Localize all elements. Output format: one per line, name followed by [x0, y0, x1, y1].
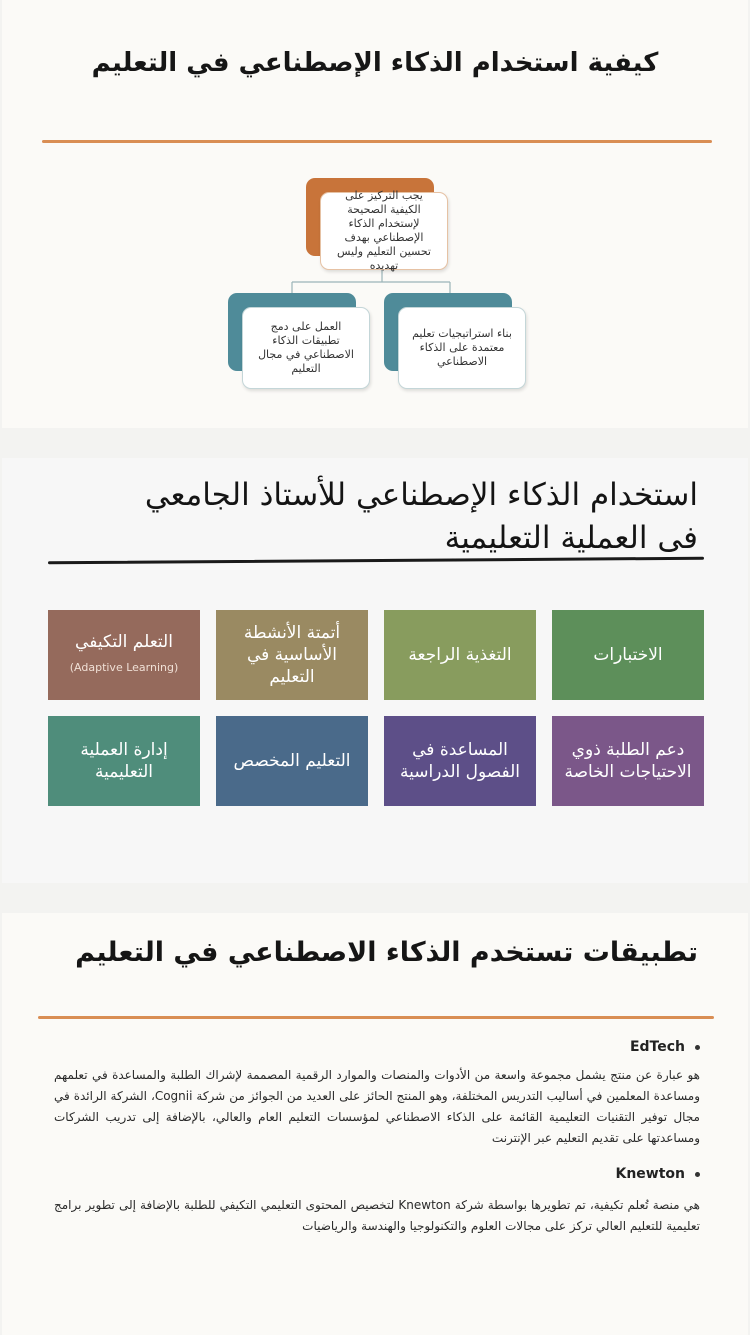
left-node-text: العمل على دمج تطبيقات الذكاء الاصطناعي في مجال التعليم	[258, 320, 354, 375]
tile-label: المساعدة في الفصول الدراسية	[399, 740, 521, 782]
right-node-text: بناء استراتيجيات تعليم معتمدة على الذكاء الاصطناعي	[412, 327, 512, 368]
tile-label: أتمتة الأنشطة الأساسية في التعليم	[243, 623, 341, 687]
bullet-knewton	[615, 1166, 700, 1182]
tile-classroom-assist	[384, 716, 536, 806]
tile-personalized	[216, 716, 368, 806]
slide2-title-line1: استخدام الذكاء الإصطناعي للأستاذ الجامعي	[144, 477, 698, 513]
right-node	[398, 307, 526, 389]
tile-tests	[552, 610, 704, 700]
top-node	[320, 189, 448, 272]
bullet-heading: Knewton	[615, 1166, 685, 1182]
bullet-dot-icon	[695, 1045, 700, 1050]
tile-special-needs	[552, 716, 704, 806]
left-node	[242, 307, 370, 389]
tile-label: التعليم المخصص	[233, 751, 351, 771]
paragraph-knewton: هي منصة تُعلم تكيفية، تم تطويرها بواسطة شركة Knewton لتخصيص المحتوى التعليمي التكيفي للطلبة بالإضافة إلى تطوير برامج تعليمية للتعليم العالي تركز على مجالات العلوم والتكنولوجيا والهندسة والرياضيات	[54, 1198, 700, 1233]
top-node-text: يجب التركيز على الكيفية الصحيحة لإستخدام الذكاء الإصطناعي بهدف تحسين التعليم وليس تهديده	[337, 189, 431, 272]
tile-management	[48, 716, 200, 806]
tile-adaptive-learning	[48, 610, 200, 700]
bullet-edtech	[630, 1039, 700, 1055]
slide-ai-in-education-howto	[2, 0, 748, 428]
slide-ai-for-professor	[2, 458, 748, 883]
paragraph-edtech: هو عبارة عن منتج يشمل مجموعة واسعة من الأدوات والمنصات والموارد الرقمية المصممة لإشراك الطلبة والمساعدة في تعلمهم ومساعدة المعلمين في أساليب التدريس المختلفة، وهو المنتج الحائز على العديد من الجوائز من شركة Cognii، الشركة الرائدة في مجال توفير التقنيات التعليمية القائمة على الذكاء الاصطناعي لمؤسسات التعليم العام والعالي، بالإضافة إلى تدريب الشركات ومساعدتها على تقديم التعليم عبر الإنترنت	[54, 1068, 700, 1145]
tile-sublabel: (Adaptive Learning)	[69, 661, 179, 674]
bullet-heading: EdTech	[629, 1039, 685, 1055]
slide-ai-applications	[2, 913, 748, 1335]
tile-feedback	[384, 610, 536, 700]
slide2-title	[145, 474, 698, 560]
tile-label: التعلم التكيفي	[75, 632, 173, 652]
slide1-title: كيفية استخدام الذكاء الإصطناعي في التعليم	[91, 48, 659, 78]
tile-label: الاختبارات	[593, 645, 663, 665]
bullet-dot-icon	[695, 1172, 700, 1177]
tile-label: التغذية الراجعة	[408, 645, 512, 665]
slide3-divider	[38, 1016, 714, 1019]
slide3-title: تطبيقات تستخدم الذكاء الاصطناعي في التعليم	[75, 937, 698, 968]
slide2-title-line2: فى العملية التعليمية	[444, 520, 698, 556]
tile-label: دعم الطلبة ذوي الاحتياجات الخاصة	[564, 740, 692, 782]
tile-automation	[216, 610, 368, 700]
tile-label: إدارة العملية التعليمية	[80, 740, 168, 782]
